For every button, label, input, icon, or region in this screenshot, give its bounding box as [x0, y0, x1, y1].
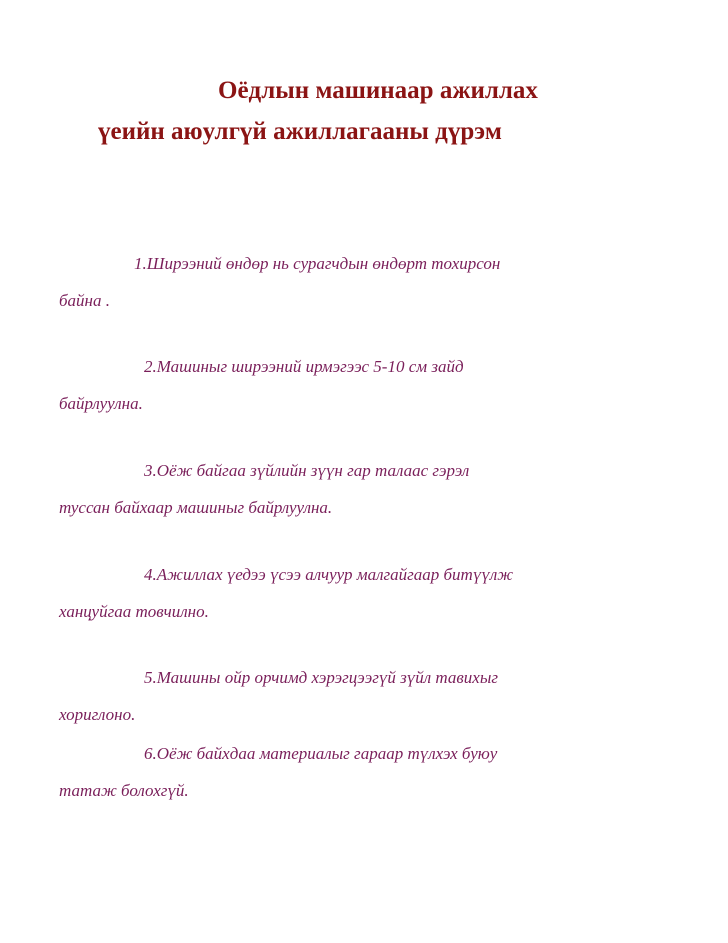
rule-2-line-2: байрлуулна. [59, 394, 143, 413]
rule-3-line-2: туссан байхаар машиныг байрлуулна. [59, 498, 333, 517]
rule-1-line-2: байна . [59, 291, 110, 310]
rule-item-6 [59, 735, 689, 809]
rule-item-3 [59, 452, 689, 526]
rule-4-line-1: 4.Ажиллах үедээ үсээ алчуур малгайгаар битүүлж [144, 565, 514, 584]
rule-1-line-1: 1.Ширээний өндөр нь сурагчдын өндөрт тохирсон [134, 254, 501, 273]
rule-2-line-1: 2.Машиныг ширээний ирмэгээс 5-10 см зайд [144, 357, 464, 376]
rule-item-4 [59, 556, 689, 630]
rule-5-line-1: 5.Машины ойр орчимд хэрэгцээгүй зүйл тавихыг [144, 668, 498, 687]
rule-item-2 [59, 348, 689, 422]
rule-item-1 [59, 245, 689, 319]
page-title-line-2: үеийн аюулгүй ажиллагааны дүрэм [98, 118, 502, 145]
rule-3-line-1: 3.Оёж байгаа зүйлийн зүүн гар талаас гэрэл [144, 461, 470, 480]
rule-item-5 [59, 659, 689, 733]
rule-4-line-2: ханцуйгаа товчилно. [59, 602, 209, 621]
page-title-line-1: Оёдлын машинаар ажиллах [218, 77, 538, 104]
rule-6-line-2: татаж болохгүй. [59, 781, 189, 800]
rule-5-line-2: хориглоно. [59, 705, 136, 724]
rule-6-line-1: 6.Оёж байхдаа материалыг гараар түлхэх буюу [144, 744, 498, 763]
